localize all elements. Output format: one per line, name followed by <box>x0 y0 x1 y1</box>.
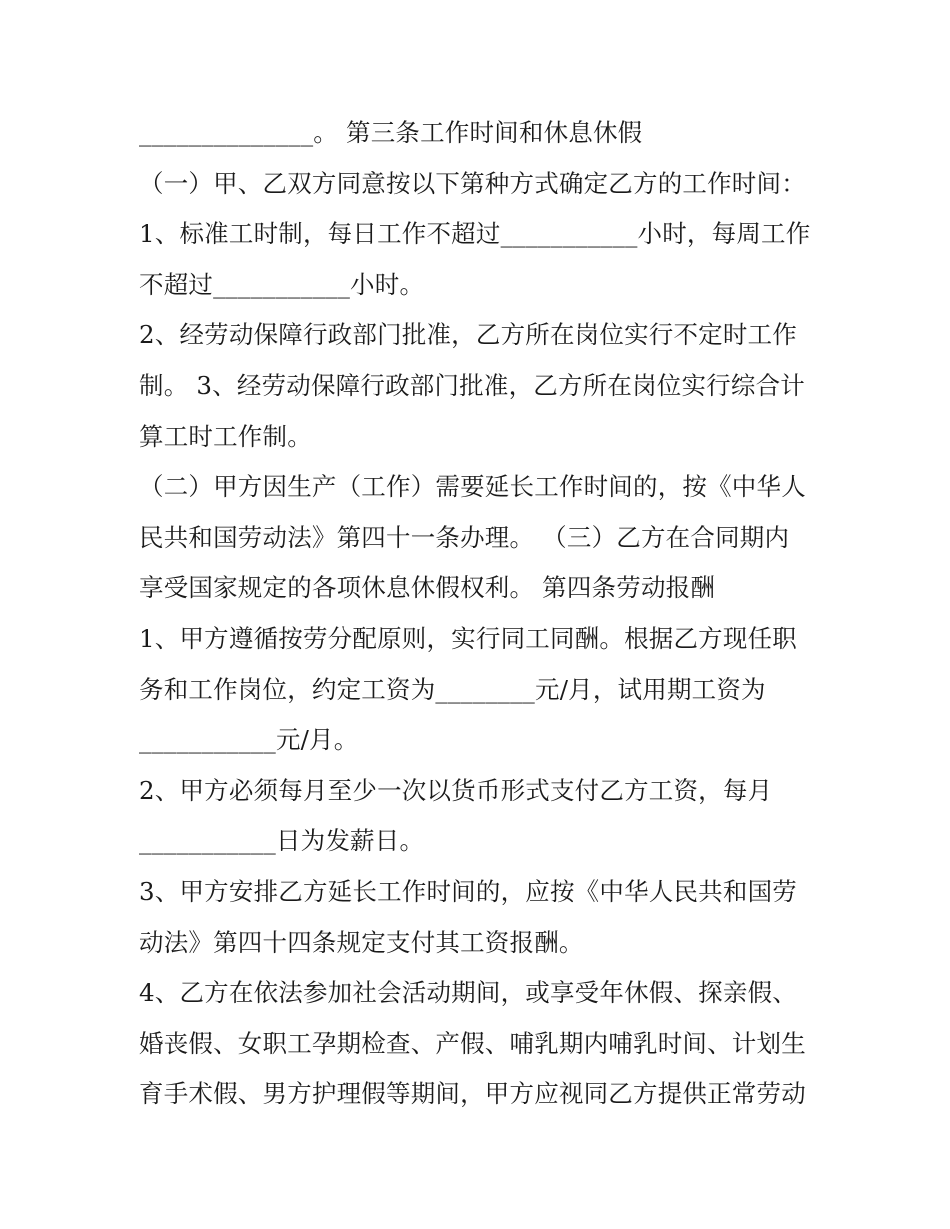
contract-text-body <box>139 108 829 1120</box>
text-line: 4、乙方在依法参加社会活动期间，或享受年休假、探亲假、 <box>139 978 797 1008</box>
text-line: 不超过___________小时。 <box>139 269 425 299</box>
text-line: ___________元/月。 <box>139 725 359 755</box>
text-line: 制。 3、经劳动保障行政部门批准，乙方所在岗位实行综合计 <box>139 370 805 400</box>
text-line: （二）甲方因生产（工作）需要延长工作时间的，按《中华人 <box>139 472 806 502</box>
text-line: 务和工作岗位，约定工资为________元/月，试用期工资为 <box>139 674 766 704</box>
text-line: 2、甲方必须每月至少一次以货币形式支付乙方工资，每月 <box>139 775 773 805</box>
text-line: 育手术假、男方护理假等期间，甲方应视同乙方提供正常劳动 <box>139 1079 806 1109</box>
text-line: ______________。 第三条工作时间和休息休假 <box>139 118 643 147</box>
text-line: 动法》第四十四条规定支付其工资报酬。 <box>139 927 584 957</box>
text-line: ___________日为发薪日。 <box>139 826 425 856</box>
text-line: 2、经劳动保障行政部门批准，乙方所在岗位实行不定时工作 <box>139 320 797 350</box>
text-line: 享受国家规定的各项休息休假权利。 第四条劳动报酬 <box>139 573 716 603</box>
text-line: 1、标准工时制，每日工作不超过___________小时，每周工作 <box>139 219 811 249</box>
text-line: 算工时工作制。 <box>139 421 312 451</box>
text-line: 民共和国劳动法》第四十一条办理。 （三）乙方在合同期内 <box>139 522 790 552</box>
text-line: 1、甲方遵循按劳分配原则，实行同工同酬。根据乙方现任职 <box>139 623 797 653</box>
text-line: 3、甲方安排乙方延长工作时间的，应按《中华人民共和国劳 <box>139 876 797 906</box>
text-line: 婚丧假、女职工孕期检查、产假、哺乳期内哺乳时间、计划生 <box>139 1028 806 1058</box>
text-line: （一）甲、乙双方同意按以下第种方式确定乙方的工作时间： <box>139 168 806 198</box>
